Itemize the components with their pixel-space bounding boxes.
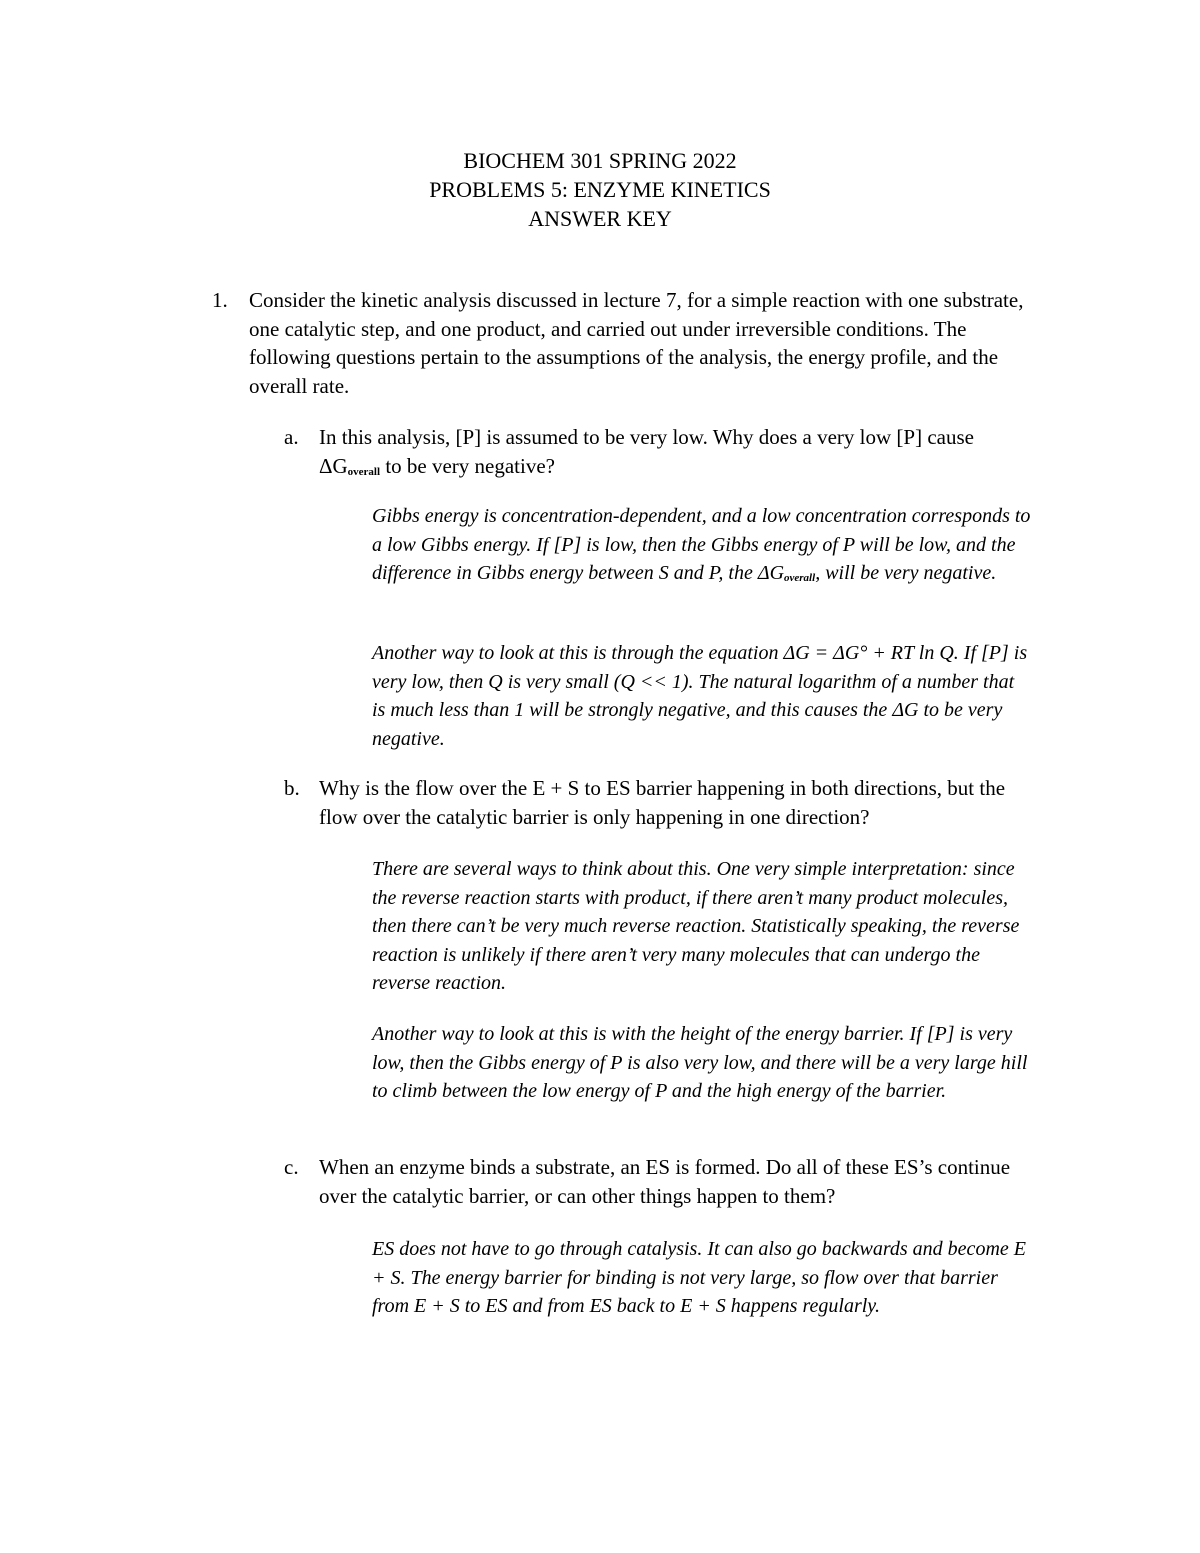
part-a-answer-2: Another way to look at this is through the equation ΔG = ΔG° + RT ln Q. If [P] is very low, then Q is very small (Q << 1). The natural logarithm of a number that is much less than 1 will be strongly negative, and this causes the ΔG to be very negative. xyxy=(372,642,1028,750)
course-title: BIOCHEM 301 SPRING 2022 xyxy=(463,148,737,173)
problem-set-title: PROBLEMS 5: ENZYME KINETICS xyxy=(429,177,771,202)
part-b-letter: b. xyxy=(284,776,300,800)
part-b-answer-2: Another way to look at this is with the height of the energy barrier. If [P] is very low, then the Gibbs energy of P is also very low, and there will be a very large hill to climb between the low energy of P and the high energy of the barrier. xyxy=(372,1023,1028,1102)
part-a-letter: a. xyxy=(284,425,299,449)
part-a-answer-1: Gibbs energy is concentration-dependent, and a low concentration corresponds to a low Gibbs energy. If [P] is low, then the Gibbs energy of P will be low, and the difference in Gibbs energy between S and P, the $\Delta G_{overall}$, will be very negative. xyxy=(372,505,1031,584)
part-b-question: Why is the flow over the E + S to ES barrier happening in both directions, but the flow over the catalytic barrier is only happening in one direction? xyxy=(319,776,1006,829)
answer-key-label: ANSWER KEY xyxy=(528,206,672,231)
overall-subscript: overall xyxy=(784,572,816,584)
part-c-question: When an enzyme binds a substrate, an ES is formed. Do all of these ES’s continue over the catalytic barrier, or can other things happen to them? xyxy=(319,1155,1011,1208)
document-header xyxy=(0,146,1200,233)
part-c-letter: c. xyxy=(284,1155,299,1179)
question-1-text: Consider the kinetic analysis discussed in lecture 7, for a simple reaction with one substrate, one catalytic step, and one product, and carried out under irreversible conditions. The following questions pertain to the assumptions of the analysis, the energy profile, and the overall rate. xyxy=(249,288,1024,398)
overall-subscript: overall xyxy=(347,466,381,478)
part-c-answer-1: ES does not have to go through catalysis. It can also go backwards and become E + S. The energy barrier for binding is not very large, so flow over that barrier from E + S to ES and from ES back to E + S happens regularly. xyxy=(372,1238,1026,1317)
question-1-number: 1. xyxy=(212,288,228,312)
part-a-question: In this analysis, [P] is assumed to be very low. Why does a very low [P] cause $\Delta G_{overall}$ to be very negative? xyxy=(319,425,974,478)
part-b-answer-1: There are several ways to think about this. One very simple interpretation: since the reverse reaction starts with product, if there aren’t many product molecules, then there can’t be very much reverse reaction. Statistically speaking, the reverse reaction is unlikely if there aren’t very many molecules that can undergo the reverse reaction. xyxy=(372,858,1020,994)
